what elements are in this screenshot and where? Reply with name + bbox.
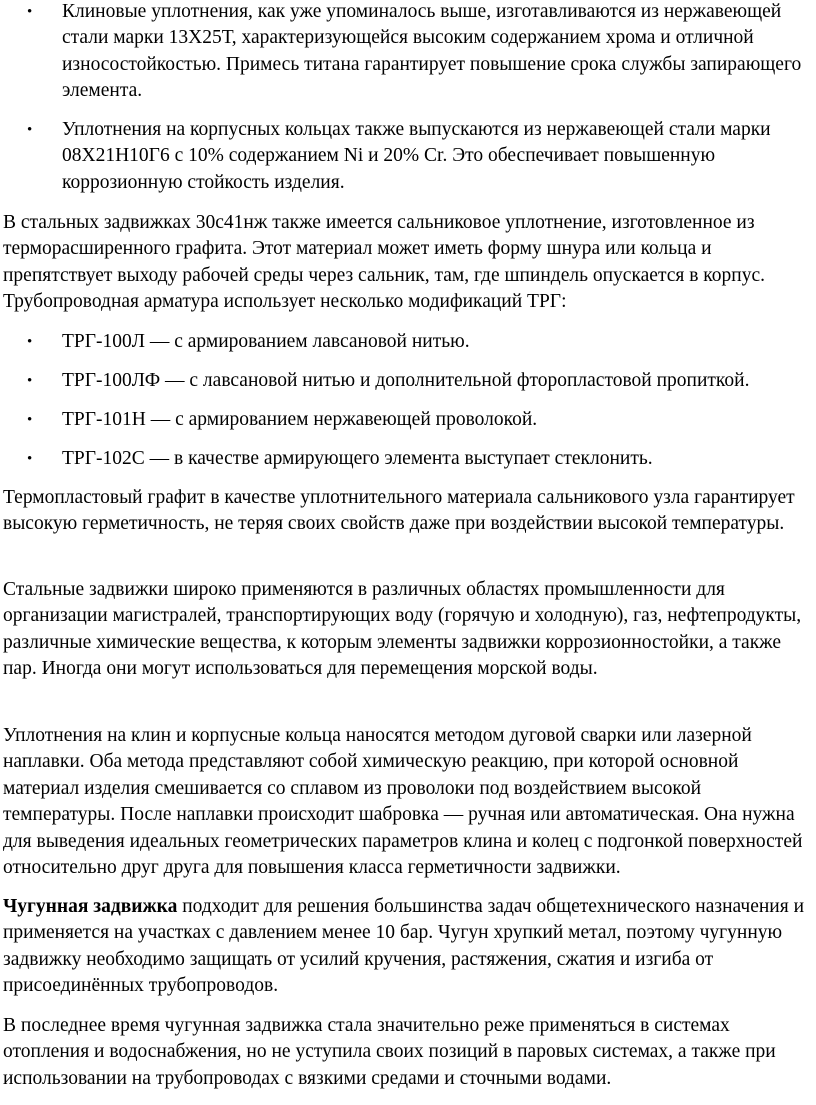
paragraph-thermoplastic-graphite: Термопластовый графит в качестве уплотнительного материала сальникового узла гарантирует высокую герметичность, не теряя своих свойств даже при воздействии высокой температуры. (3, 487, 795, 535)
term-cast-iron-gate-valve: Чугунная задвижка (3, 896, 178, 917)
paragraph-text: подходит для решения большинства задач общетехнического назначения и применяется на участках с давлением менее 10 бар. Чугун хрупкий метал, поэтому чугунную задвижку необходимо защищать от усилий кручения, растяжения, сжатия и изгиба от присоединённых трубопроводов. (3, 896, 805, 997)
list-item-text: ТРГ-100Л — с армированием лавсановой нитью. (62, 331, 470, 352)
list-item (0, 329, 816, 356)
paragraph-graphite-seal: В стальных задвижках 30с41нж также имеется сальниковое уплотнение, изготовленное из терморасширенного графита. Этот материал может иметь форму шнура или кольца и препятствует выходу рабочей среды через сальник, там, где шпиндель опускается в корпус. Трубопроводная арматура использует несколько модификаций ТРГ: (3, 212, 765, 313)
list-item (0, 446, 816, 473)
list-item-text: ТРГ-100ЛФ — с лавсановой нитью и дополнительной фторопластовой пропиткой. (62, 370, 750, 391)
paragraph-cast-iron-gate-valve (0, 894, 816, 1000)
paragraph-seal-welding: Уплотнения на клин и корпусные кольца наносятся методом дуговой сварки или лазерной наплавки. Оба метода представляют собой химическую реакцию, при которой основной материал изделия смешивается со сплавом из проволоки под воздействием высокой температуры. После наплавки происходит шабровка — ручная или автоматическая. Она нужна для выведения идеальных геометрических параметров клина и колец с подгонкой поверхностей относительно друг друга для повышения класса герметичности задвижки. (3, 725, 803, 879)
bullet-icon: • (27, 4, 33, 20)
paragraph-cast-iron-recent-use: В последнее время чугунная задвижка стала значительно реже применяться в системах отопления и водоснабжения, но не уступила своих позиций в паровых системах, а также при использовании на трубопроводах с вязкими средами и сточными водами. (3, 1015, 776, 1089)
list-item (0, 407, 816, 434)
list-item-text: ТРГ-101Н — с армированием нержавеющей проволокой. (62, 409, 538, 430)
list-item (0, 117, 816, 197)
bullet-icon: • (27, 451, 33, 467)
list-item (0, 368, 816, 395)
material-bullet-list (0, 0, 816, 197)
bullet-icon: • (27, 412, 33, 428)
bullet-icon: • (27, 373, 33, 389)
bullet-icon: • (27, 122, 33, 138)
paragraph-steel-gate-valves-usage: Стальные задвижки широко применяются в различных областях промышленности для организации магистралей, транспортирующих воду (горячую и холодную), газ, нефтепродукты, различные химические вещества, к которым элементы задвижки коррозионностойки, а также пар. Иногда они могут использоваться для перемещения морской воды. (3, 579, 802, 680)
list-item-text: Клиновые уплотнения, как уже упоминалось выше, изготавливаются из нержавеющей стали марки 13Х25Т, характеризующейся высоким содержанием хрома и отличной износостойкостью. Примесь титана гарантирует повышение срока службы запирающего элемента. (62, 1, 802, 102)
trg-modifications-list (0, 329, 816, 473)
list-item-text: Уплотнения на корпусных кольцах также выпускаются из нержавеющей стали марки 08Х21Н10Г6 с 10% содержанием Ni и 20% Cr. Это обеспечивает повышенную коррозионную стойкость изделия. (62, 119, 771, 193)
bullet-icon: • (27, 334, 33, 350)
list-item (0, 0, 816, 105)
list-item-text: ТРГ-102С — в качестве армирующего элемента выступает стеклонить. (62, 448, 653, 469)
